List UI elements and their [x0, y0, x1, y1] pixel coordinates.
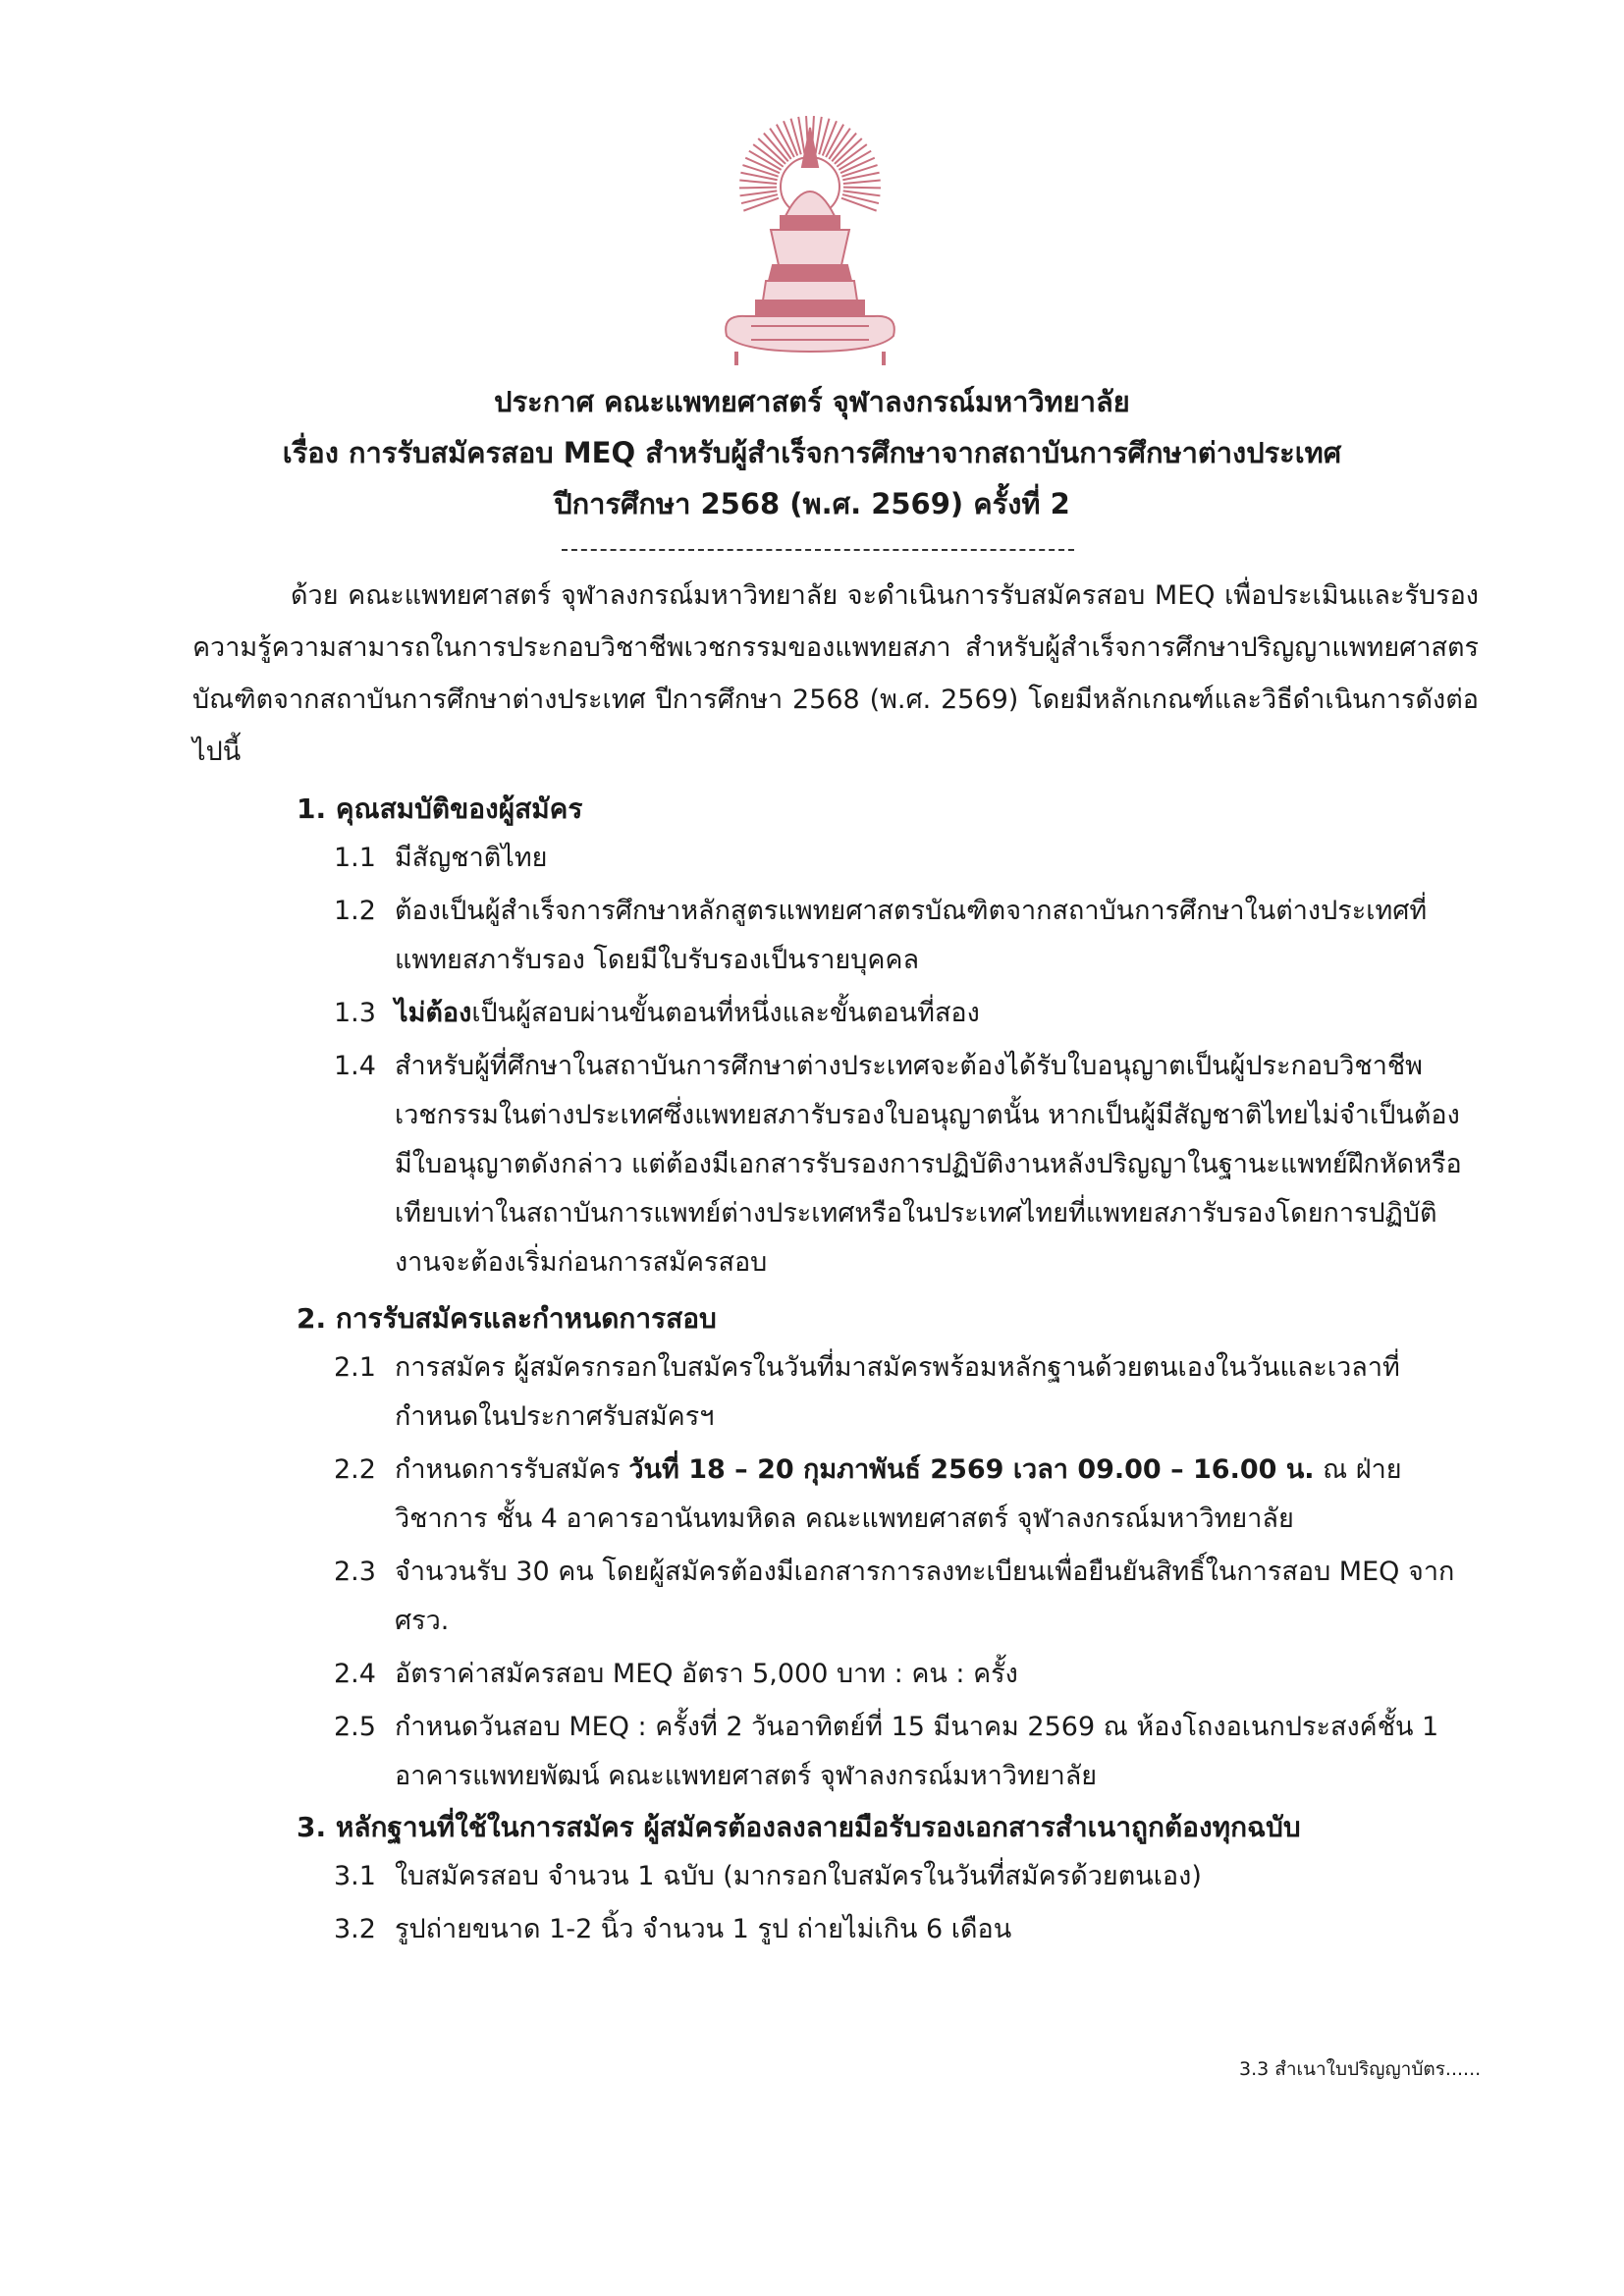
seal-ray: [740, 191, 778, 195]
list-item: 1.1 มีสัญชาติไทย: [334, 843, 548, 873]
section-application-schedule: [297, 1294, 1475, 1805]
seal-ray: [841, 198, 877, 211]
continuation-note: 3.3 สำเนาใบปริญญาบัตร......: [1239, 2058, 1482, 2080]
seal-ray: [843, 181, 881, 184]
university-seal-logo: [712, 108, 908, 373]
list-item: 2.1 การสมัคร ผู้สมัครกรอกใบสมัครในวันที่มาสมัครพร้อมหลักฐานด้วยตนเองในวันและเวลาที่กำหนดในประกาศรับสมัครฯ: [334, 1352, 1400, 1432]
seal-ray: [843, 191, 881, 195]
section-heading: 2. การรับสมัครและกำหนดการสอบ: [297, 1302, 717, 1335]
seal-ray: [842, 194, 879, 203]
seal-ray: [843, 188, 881, 189]
section-heading: 3. หลักฐานที่ใช้ในการสมัคร ผู้สมัครต้องลงลายมือรับรองเอกสารสำเนาถูกต้องทุกฉบับ: [297, 1811, 1301, 1843]
announcement-subject: เรื่อง การรับสมัครสอบ MEQ สำหรับผู้สำเร็จการศึกษาจากสถาบันการศึกษาต่างประเทศ: [282, 436, 1342, 469]
announcement-title: ประกาศ คณะแพทยศาสตร์ จุฬาลงกรณ์มหาวิทยาลัย: [494, 385, 1130, 418]
list-item: 2.2 กำหนดการรับสมัคร วันที่ 18 – 20 กุมภาพันธ์ 2569 เวลา 09.00 – 16.00 น. ณ ฝ่ายวิชาการ ชั้น 4 อาคารอานันทมหิดล คณะแพทยศาสตร์ จุฬาลงกรณ์มหาวิทยาลัย: [334, 1454, 1402, 1534]
seal-ray: [741, 194, 778, 203]
section-heading: 1. คุณสมบัติของผู้สมัคร: [297, 793, 583, 825]
announcement-year: ปีการศึกษา 2568 (พ.ศ. 2569) ครั้งที่ 2: [554, 487, 1070, 520]
seal-ray: [739, 188, 777, 189]
seal-ray: [743, 198, 779, 211]
list-item: 3.2 รูปถ่ายขนาด 1-2 นิ้ว จำนวน 1 รูป ถ่ายไม่เกิน 6 เดือน: [334, 1914, 1012, 1944]
section-required-documents: [297, 1803, 1475, 1958]
list-item: 1.4 สำหรับผู้ที่ศึกษาในสถาบันการศึกษาต่างประเทศจะต้องได้รับใบอนุญาตเป็นผู้ประกอบวิชาชีพเวชกรรมในต่างประเทศซึ่งแพทยสภารับรองใบอนุญาตนั้น หากเป็นผู้มีสัญชาติไทยไม่จำเป็นต้องมีใบอนุญาตดังกล่าว แต่ต้องมีเอกสารรับรองการปฏิบัติงานหลังปริญญาในฐานะแพทย์ฝึกหัดหรือเทียบเท่าในสถาบันการแพทย์ต่างประเทศหรือในประเทศไทยที่แพทยสภารับรองโดยการปฏิบัติงานจะต้องเริ่มก่อนการสมัครสอบ: [334, 1051, 1462, 1278]
list-item: 3.1 ใบสมัครสอบ จำนวน 1 ฉบับ (มากรอกใบสมัครในวันที่สมัครด้วยตนเอง): [334, 1861, 1202, 1891]
title-divider: [562, 549, 1074, 551]
list-item: 1.2 ต้องเป็นผู้สำเร็จการศึกษาหลักสูตรแพทยศาสตรบัณฑิตจากสถาบันการศึกษาในต่างประเทศที่แพทยสภารับรอง โดยมีใบรับรองเป็นรายบุคคล: [334, 896, 1428, 975]
section-qualifications: [297, 785, 1475, 1291]
list-item: 2.3 จำนวนรับ 30 คน โดยผู้สมัครต้องมีเอกสารการลงทะเบียนเพื่อยืนยันสิทธิ์ในการสอบ MEQ จาก ศรว.: [334, 1557, 1455, 1636]
intro-paragraph: ด้วย คณะแพทยศาสตร์ จุฬาลงกรณ์มหาวิทยาลัย จะดำเนินการรับสมัครสอบ MEQ เพื่อประเมินและรับรองความรู้ความสามารถในการประกอบวิชาชีพเวชกรรมของแพทยสภา สำหรับผู้สำเร็จการศึกษาปริญญาแพทยศาสตรบัณฑิตจากสถาบันการศึกษาต่างประเทศ ปีการศึกษา 2568 (พ.ศ. 2569) โดยมีหลักเกณฑ์และวิธีดำเนินการดังต่อไปนี้: [192, 580, 1479, 767]
list-item: 2.4 อัตราค่าสมัครสอบ MEQ อัตรา 5,000 บาท : คน : ครั้ง: [334, 1659, 1018, 1689]
seal-ray: [739, 181, 777, 184]
list-item: 2.5 กำหนดวันสอบ MEQ : ครั้งที่ 2 วันอาทิตย์ที่ 15 มีนาคม 2569 ณ ห้องโถงอเนกประสงค์ชั้น 1 อาคารแพทยพัฒน์ คณะแพทยศาสตร์ จุฬาลงกรณ์มหาวิทยาลัย: [334, 1712, 1439, 1791]
list-item: 1.3 ไม่ต้องเป็นผู้สอบผ่านขั้นตอนที่หนึ่งและขั้นตอนที่สอง: [334, 998, 980, 1028]
